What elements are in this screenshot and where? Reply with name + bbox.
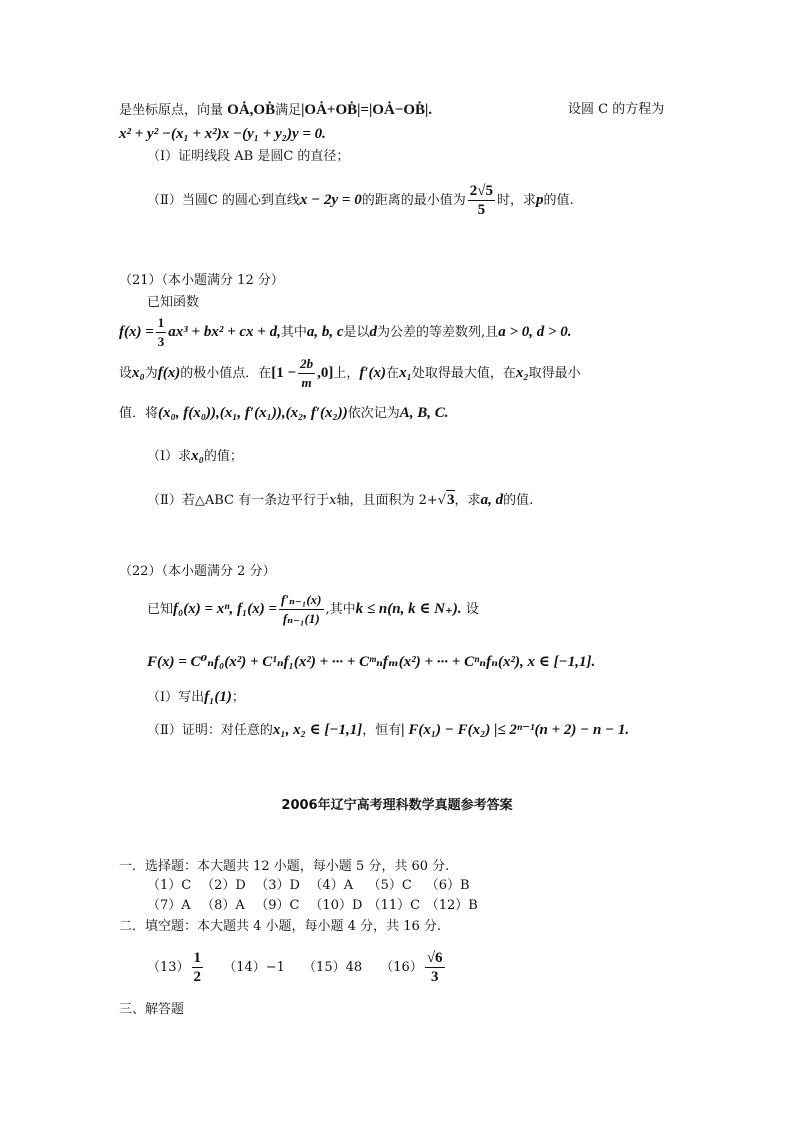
fill-16-num: √6 (426, 950, 443, 966)
q21-p2-sqrt3: 3 (447, 492, 455, 508)
answer-cell: （8）A (201, 898, 245, 913)
q21-l3-x0: x₀ (132, 365, 145, 381)
fill-16-den: 3 (430, 969, 439, 985)
q21-text-b: 是以 (343, 325, 370, 340)
q22-l1-b: ,其中 (325, 602, 356, 617)
answers-sec2: 二．填空题：本大题共 4 小题，每小题 4 分，共 16 分. (119, 919, 442, 934)
q21-part1 (147, 447, 243, 466)
answers-row2 (147, 897, 476, 915)
q20-part2 (147, 180, 574, 221)
q21-one-third-num: 1 (156, 314, 167, 333)
q21-interval-left: [1 − (271, 365, 297, 381)
q21-part2 (147, 490, 533, 510)
q20-part1: （Ⅰ）证明线段 AB 是圆C 的直径； (147, 149, 350, 164)
fill-16-label: （16） (380, 960, 423, 975)
q21-p2-c: ，求 (454, 493, 481, 508)
q20-line1-right: 设圆 C 的方程为 (568, 102, 665, 117)
q22-p1-b: ； (231, 690, 245, 705)
sqrt-icon: √ (437, 493, 447, 508)
q22-p1-a: （Ⅰ）写出 (147, 690, 205, 705)
answer-cell: （1）C (147, 878, 192, 893)
q21-interval-fraction (298, 355, 315, 392)
q21-l3-x2: x₂ (515, 365, 529, 381)
q21-ineq: a > 0, d > 0. (498, 324, 572, 340)
q22-l1-a: 已知 (147, 602, 174, 617)
q20-part2-text-a: （Ⅱ）当圆C 的圆心到直线 (147, 193, 300, 208)
q21-line3 (119, 353, 581, 394)
q21-l3-a: 设 (119, 366, 133, 381)
fill-14: （14）−1 (223, 960, 285, 975)
q20-part2-text-b: 的距离的最小值为 (361, 193, 466, 208)
q21-interval-right: ,0] (317, 365, 334, 381)
q20-min-distance-fraction (468, 182, 495, 219)
q21-l3-fpx: f′(x) (359, 365, 387, 381)
q21-p2-b: 轴，且面积为 2+ (336, 493, 438, 508)
q22-p1-f: f₁(1) (204, 689, 232, 705)
answer-cell: （6）B (425, 878, 470, 893)
answer-cell: （5）C (367, 878, 412, 893)
q22-f1-den: fₙ₋₁(1) (282, 611, 320, 626)
fill-13-label: （13） (147, 960, 190, 975)
q22-header: （22）（本小题满分 2 分） (119, 564, 276, 579)
q21-l3-f: 处取得最大值，在 (411, 366, 516, 381)
q20-vector-condition: |OȦ+OḂ|=|OȦ−OḂ|. (301, 102, 433, 118)
q21-function-line (119, 312, 572, 353)
q21-abc: a, b, c (306, 324, 344, 340)
answers-title: 2006年辽宁高考理科数学真题参考答案 (281, 798, 513, 813)
q21-l4-b: 依次记为 (347, 406, 400, 421)
fill-13-fraction (192, 949, 204, 986)
fill-16-fraction (425, 949, 445, 986)
q21-one-third-den: 3 (157, 334, 165, 349)
fill-15: （15）48 (303, 960, 363, 975)
q22-cond: k ≤ n(n, k ∈ N₊). (355, 601, 462, 617)
q21-line4 (119, 404, 449, 423)
answer-cell: （9）C (255, 898, 300, 913)
q22-F-definition: F(x) = C⁰ₙf₀(x²) + C¹ₙf₁(x²) + ··· + Cᵐₙfₘ(x²) + ··· + Cⁿₙfₙ(x²), x ∈ [−1,1]. (147, 654, 596, 670)
q22-f0-f1: f₀(x) = xⁿ, f₁(x) = (173, 601, 278, 617)
q21-interval-den: m (301, 375, 312, 390)
q21-one-third (156, 314, 167, 351)
q21-l3-d: 上， (333, 366, 360, 381)
q22-f1-num: f′ₙ₋₁(x) (279, 591, 324, 610)
q22-p2-vars: x₁, x₂ ∈ [−1,1] (272, 722, 363, 738)
q20-frac-den: 5 (477, 202, 486, 218)
q21-p2-x: x (329, 493, 337, 508)
q21-l3-e: 在 (386, 366, 400, 381)
q20-circle-equation: x² + y² −(x₁ + x²)x −(y₁ + y₂)y = 0. (119, 126, 326, 142)
answer-cell: （10）D (309, 898, 363, 913)
answer-cell: （11）C (367, 898, 421, 913)
q21-d: d (369, 324, 378, 340)
answer-cell: （4）A (309, 878, 354, 893)
fill-13-den: 2 (193, 969, 202, 985)
q21-p2-d: 的值. (503, 493, 534, 508)
q22-p2-a: （Ⅱ）证明：对任意的 (147, 723, 273, 738)
q21-l3-b: 为 (144, 366, 158, 381)
q20-part2-text-d: 的值. (543, 193, 574, 208)
answer-cell: （12）B (425, 898, 478, 913)
answer-cell: （7）A (147, 898, 191, 913)
q21-points: (x₀, f(x₀)),(x₁, f′(x₁)),(x₂, f′(x₂)) (158, 405, 348, 421)
answer-cell: （2）D (201, 878, 246, 893)
fill-13-num: 1 (193, 950, 202, 966)
q20-part2-text-c: 时，求 (496, 193, 536, 208)
q22-f1-fraction (279, 591, 324, 628)
q20-line1-prefix: 是坐标原点，向量 (119, 103, 224, 118)
q22-line1 (147, 589, 479, 630)
answers-row1 (147, 877, 476, 895)
q21-l3-fx: f(x) (157, 365, 181, 381)
q20-frac-num: 2√5 (469, 183, 493, 199)
q21-intro: 已知函数 (147, 295, 200, 310)
q21-l3-c: 的极小值点．在 (180, 366, 272, 381)
q20-line1-mid: 满足 (275, 103, 302, 118)
q21-text-c: 为公差的等差数列,且 (377, 325, 499, 340)
q22-p2-ineq: | F(x₁) − F(x₂) |≤ 2ⁿ⁻¹(n + 2) − n − 1. (401, 722, 630, 738)
q21-p2-a: （Ⅱ）若△ABC 有一条边平行于 (147, 493, 330, 508)
answer-cell: （3）D (255, 878, 300, 893)
q21-p1-b: 的值； (203, 449, 243, 464)
q21-text-a: 其中 (280, 325, 307, 340)
answers-sec3: 三、解答题 (119, 1002, 185, 1017)
answers-fill-row (147, 948, 447, 988)
q20-line-equation: x − 2y = 0 (299, 192, 362, 208)
q21-fx-right: ax³ + bx² + cx + d, (168, 324, 281, 340)
q21-header: （21）（本小题满分 12 分） (119, 273, 284, 288)
q21-l3-x1: x₁ (399, 365, 412, 381)
q21-abc-points: A, B, C. (399, 405, 449, 421)
q21-interval-num: 2b (298, 355, 315, 374)
q20-line1 (119, 101, 432, 120)
q22-part1 (147, 688, 245, 707)
q22-l1-c: 设 (465, 602, 479, 617)
q21-l4-a: 值．将 (119, 406, 159, 421)
q21-p2-vars: a, d (480, 492, 504, 508)
q22-part2 (147, 721, 629, 740)
q20-var-p: p (535, 192, 544, 208)
q21-p1-a: （Ⅰ）求 (147, 449, 192, 464)
q22-p2-b: ，恒有 (362, 723, 402, 738)
q21-l3-g: 取得最小 (528, 366, 581, 381)
q21-p1-x0: x₀ (191, 448, 204, 464)
q20-vectors: OȦ,OḂ (227, 102, 276, 118)
q21-fx-left: f(x) = (119, 324, 154, 340)
answers-sec1: 一．选择题：本大题共 12 小题，每小题 5 分，共 60 分. (119, 859, 450, 874)
